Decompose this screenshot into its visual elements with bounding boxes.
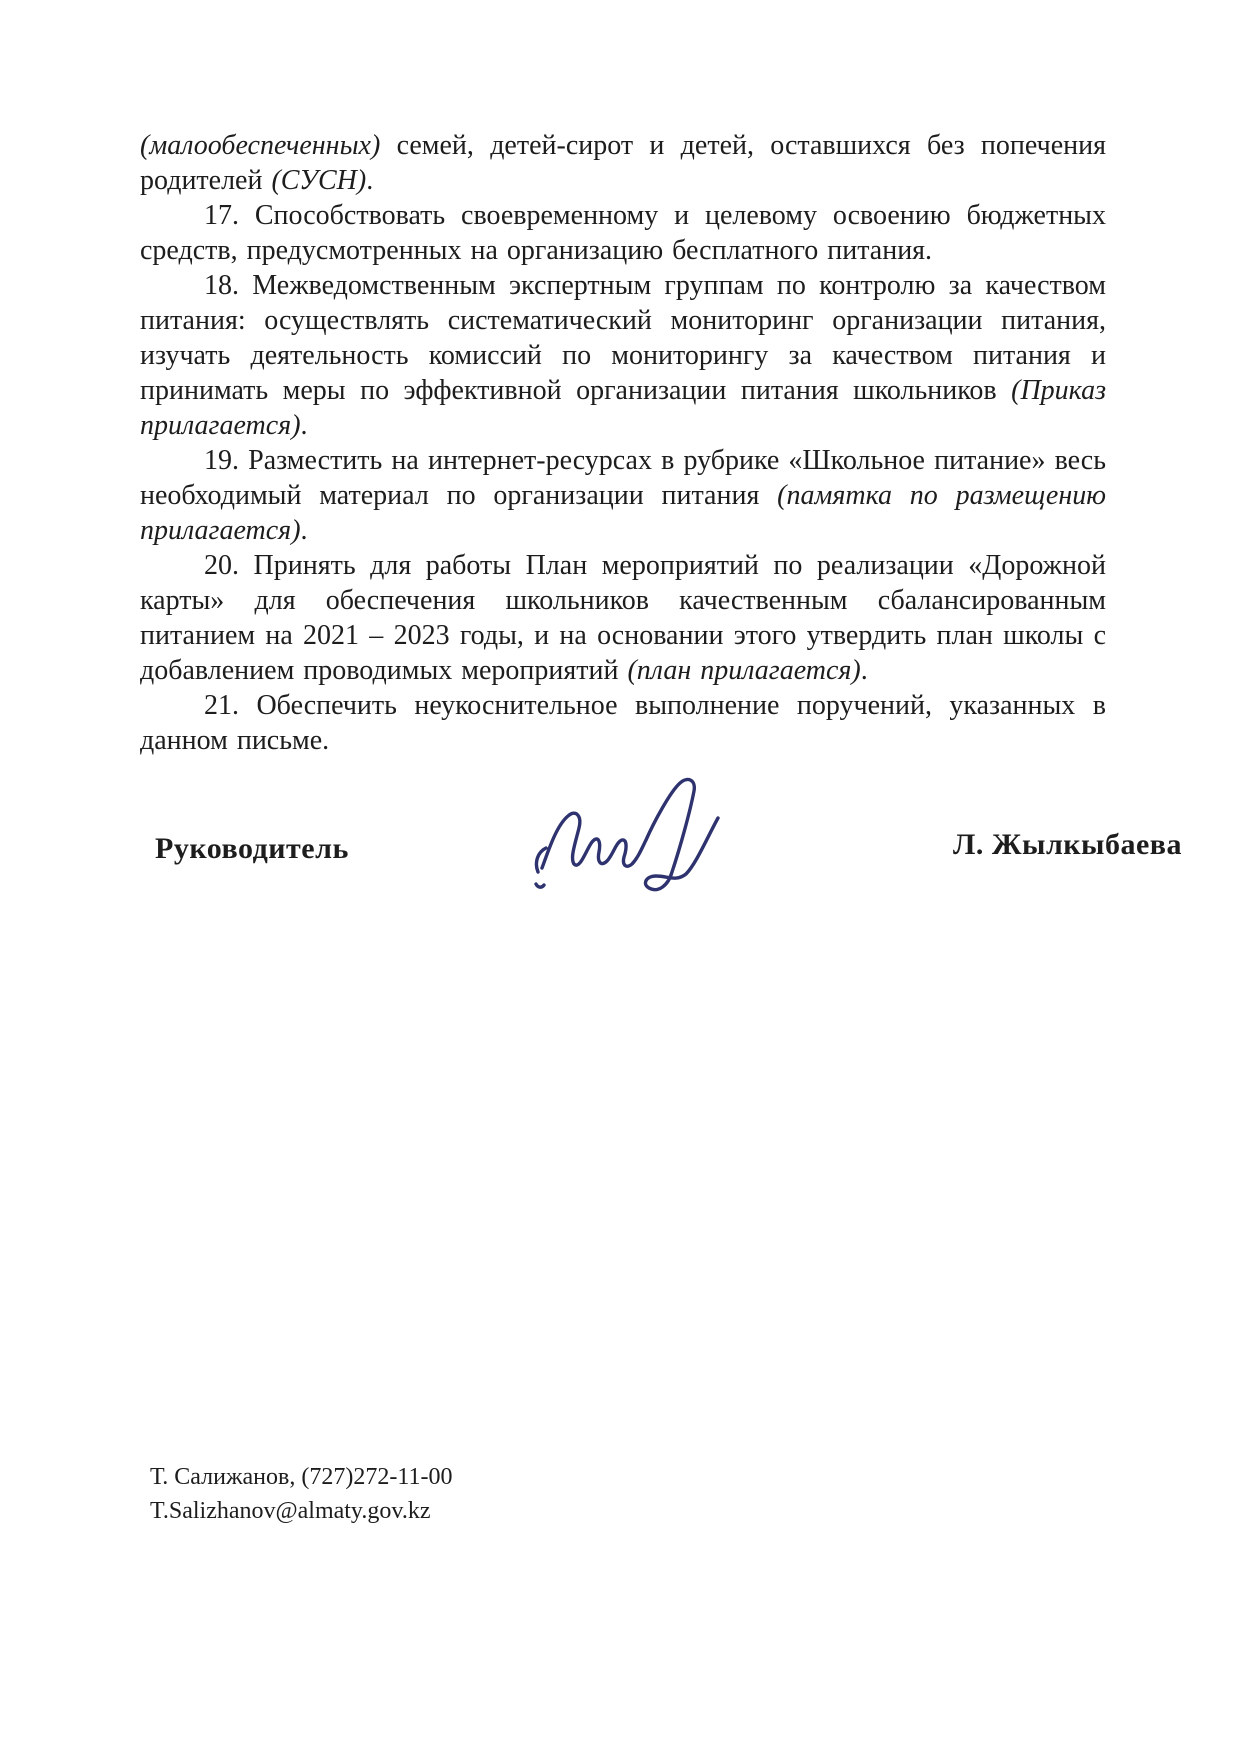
paragraph-run: .: [300, 410, 308, 441]
signature-stroke: [536, 780, 718, 890]
footer-contact: [150, 1460, 452, 1528]
paragraph-run: 17. Способствовать своевременному и целевому освоению бюджетных средств, предусмотренных на организацию бесплатного питания.: [140, 200, 1106, 266]
paragraph-run: семей, детей-сирот и детей, оставшихся без попечения родителей: [140, 130, 1106, 196]
paragraph-run-italic: (памятка по размещению прилагается): [140, 480, 1106, 546]
paragraph: [140, 128, 1106, 198]
paragraph-run-italic: (СУСН): [271, 165, 367, 196]
paragraph-run-italic: (малообеспеченных): [140, 130, 381, 161]
paragraph: [140, 443, 1106, 548]
paragraph: [140, 268, 1106, 443]
signature: [528, 776, 728, 901]
document-body: [140, 128, 1106, 758]
paragraph: [140, 198, 1106, 268]
footer-contact-phone: Т. Салижанов, (727)272-11-00: [150, 1464, 453, 1490]
paragraph-run: 21. Обеспечить неукоснительное выполнение поручений, указанных в данном письме.: [140, 690, 1106, 756]
paragraph-run-italic: (Приказ прилагается): [140, 375, 1106, 441]
paragraph-run: .: [300, 515, 308, 546]
paragraph-run: .: [860, 655, 868, 686]
paragraph-run-italic: (план прилагается): [627, 655, 861, 686]
paragraph-run: 18. Межведомственным экспертным группам по контролю за качеством питания: осуществлять систематический мониторинг организации питания, изучать деятельность комиссий по мониторингу за качеством питания и принимать меры по эффективной организации питания школьников: [140, 270, 1106, 406]
footer-contact-email: T.Salizhanov@almaty.gov.kz: [150, 1498, 431, 1524]
paragraph: [140, 688, 1106, 758]
signer-role-label: Руководитель: [155, 832, 349, 865]
paragraph-run: .: [366, 165, 374, 196]
paragraph-run: 19. Разместить на интернет-ресурсах в рубрике «Школьное питание» весь необходимый материал по организации питания: [140, 445, 1106, 511]
paragraph-run: 20. Принять для работы План мероприятий по реализации «Дорожной карты» для обеспечения школьников качественным сбалансированным питанием на 2021 – 2023 годы, и на основании этого утвердить план школы с добавлением проводимых мероприятий: [140, 550, 1106, 686]
paragraph: [140, 548, 1106, 688]
signer-name: Л. Жылкыбаева: [953, 828, 1182, 861]
